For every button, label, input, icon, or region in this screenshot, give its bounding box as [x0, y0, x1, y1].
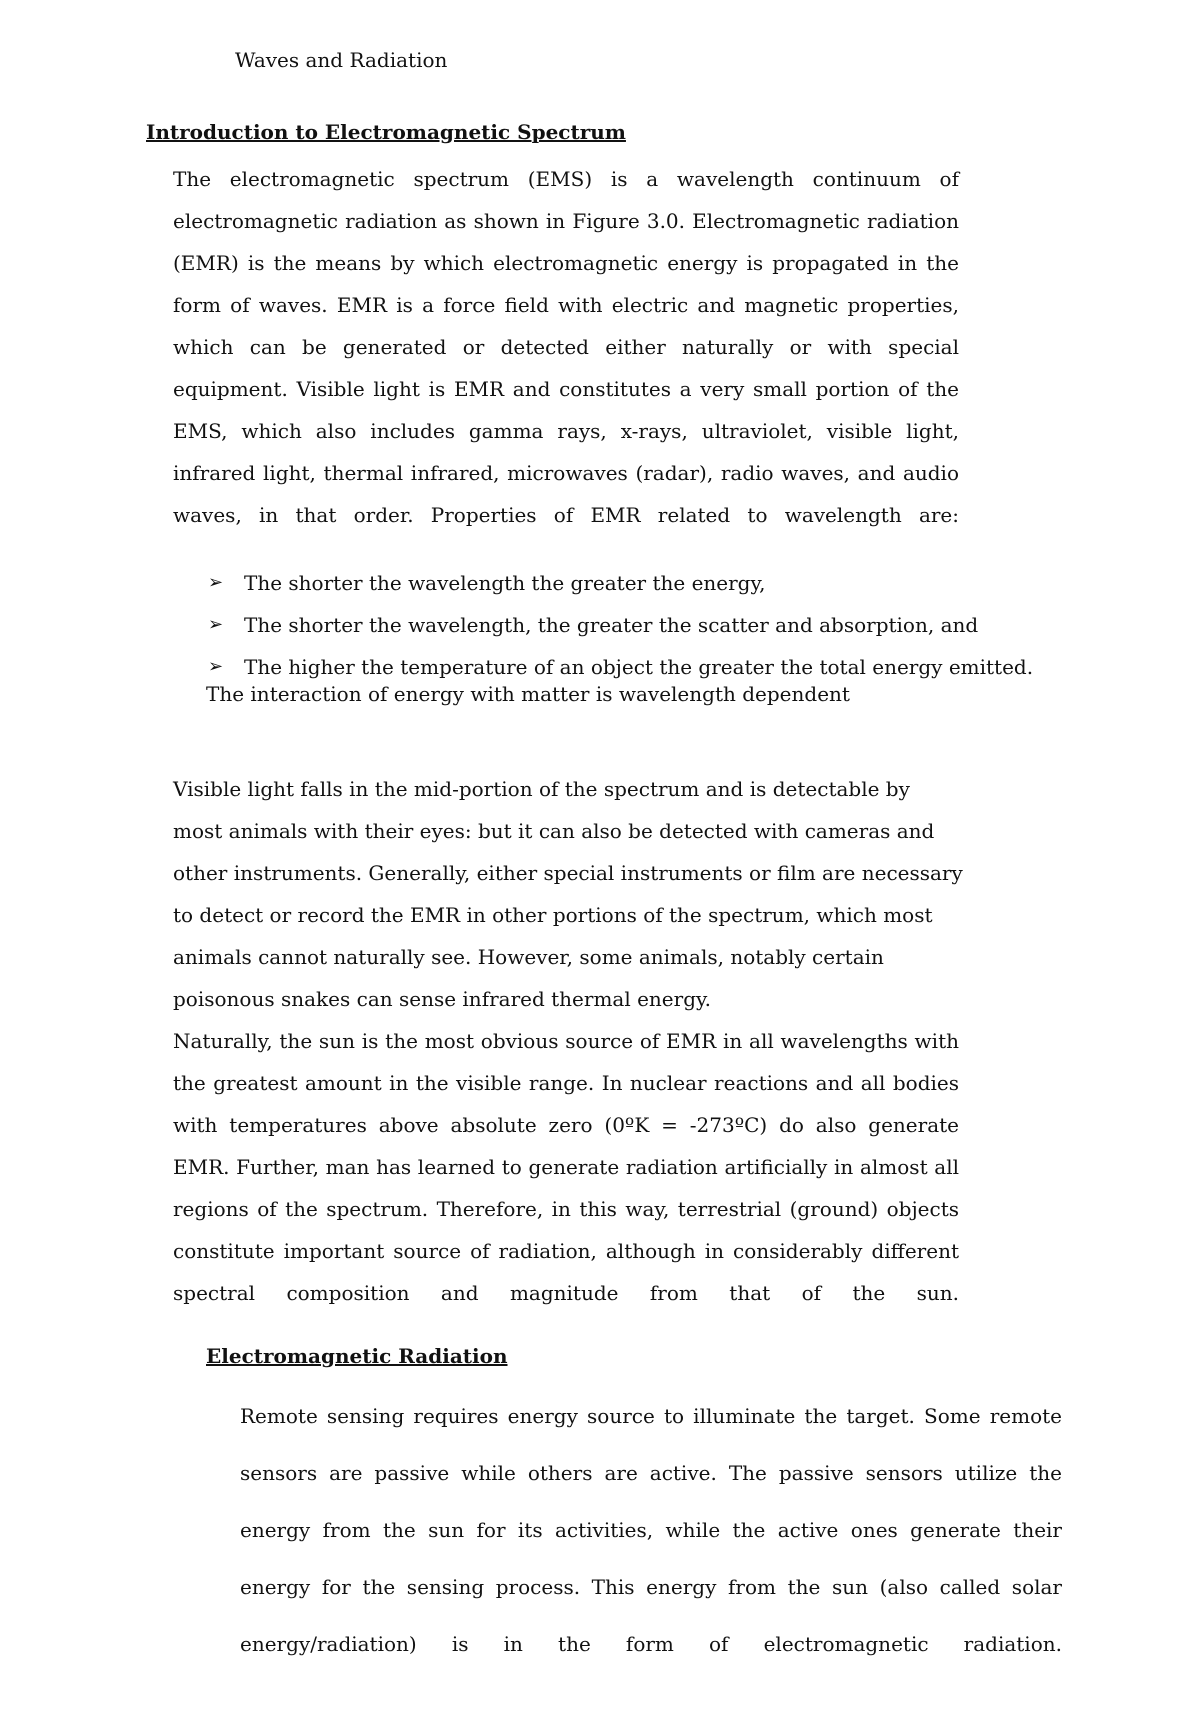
remote-sensing-paragraph: Remote sensing requires energy source to illuminate the target. Some remote sensors are passive while others are active. The passive sensors utilize the energy from the sun for its activities, while the active ones generate their energy for the sensing process. This energy from the sun (also called solar energy/radiation) is in the form of electromagnetic radiation. — [240, 1404, 1062, 1656]
list-item — [208, 562, 1033, 604]
properties-list — [208, 562, 1033, 688]
list-item-text: The higher the temperature of an object the greater the total energy emitted. — [244, 655, 1034, 679]
wavelength-note: The interaction of energy with matter is wavelength dependent — [206, 682, 850, 706]
visible-light-paragraph: Visible light falls in the mid-portion of the spectrum and is detectable by most animals with their eyes: but it can also be detected with cameras and other instruments. Generally, either special instruments or film are necessary to detect or record the EMR in other portions of the spectrum, which most animals cannot naturally see. However, some animals, notably certain poisonous snakes can sense infrared thermal energy. — [173, 777, 963, 1011]
arrow-bullet-icon: ➢ — [208, 656, 224, 677]
list-item-text: The shorter the wavelength, the greater the scatter and absorption, and — [244, 613, 979, 637]
list-item-text: The shorter the wavelength the greater the energy, — [244, 571, 766, 595]
list-item — [208, 604, 1033, 646]
arrow-bullet-icon: ➢ — [208, 572, 224, 593]
sun-source-paragraph: Naturally, the sun is the most obvious source of EMR in all wavelengths with the greatest amount in the visible range. In nuclear reactions and all bodies with temperatures above absolute zero (0ºK = -273ºC) do also generate EMR. Further, man has learned to generate radiation artificially in almost all regions of the spectrum. Therefore, in this way, terrestrial (ground) objects constitute important source of radiation, although in considerably different spectral composition and magnitude from that of the sun. — [173, 1029, 959, 1305]
section-heading-intro-ems: Introduction to Electromagnetic Spectrum — [146, 120, 626, 144]
running-head: Waves and Radiation — [235, 48, 448, 72]
intro-paragraph: The electromagnetic spectrum (EMS) is a wavelength continuum of electromagnetic radiation as shown in Figure 3.0. Electromagnetic radiation (EMR) is the means by which electromagnetic energy is propagated in the form of waves. EMR is a force field with electric and magnetic properties, which can be generated or detected either naturally or with special equipment. Visible light is EMR and constitutes a very small portion of the EMS, which also includes gamma rays, x-rays, ultraviolet, visible light, infrared light, thermal infrared, microwaves (radar), radio waves, and audio waves, in that order. Properties of EMR related to wavelength are: — [173, 167, 959, 527]
arrow-bullet-icon: ➢ — [208, 614, 224, 635]
section-heading-em-radiation: Electromagnetic Radiation — [206, 1344, 508, 1368]
